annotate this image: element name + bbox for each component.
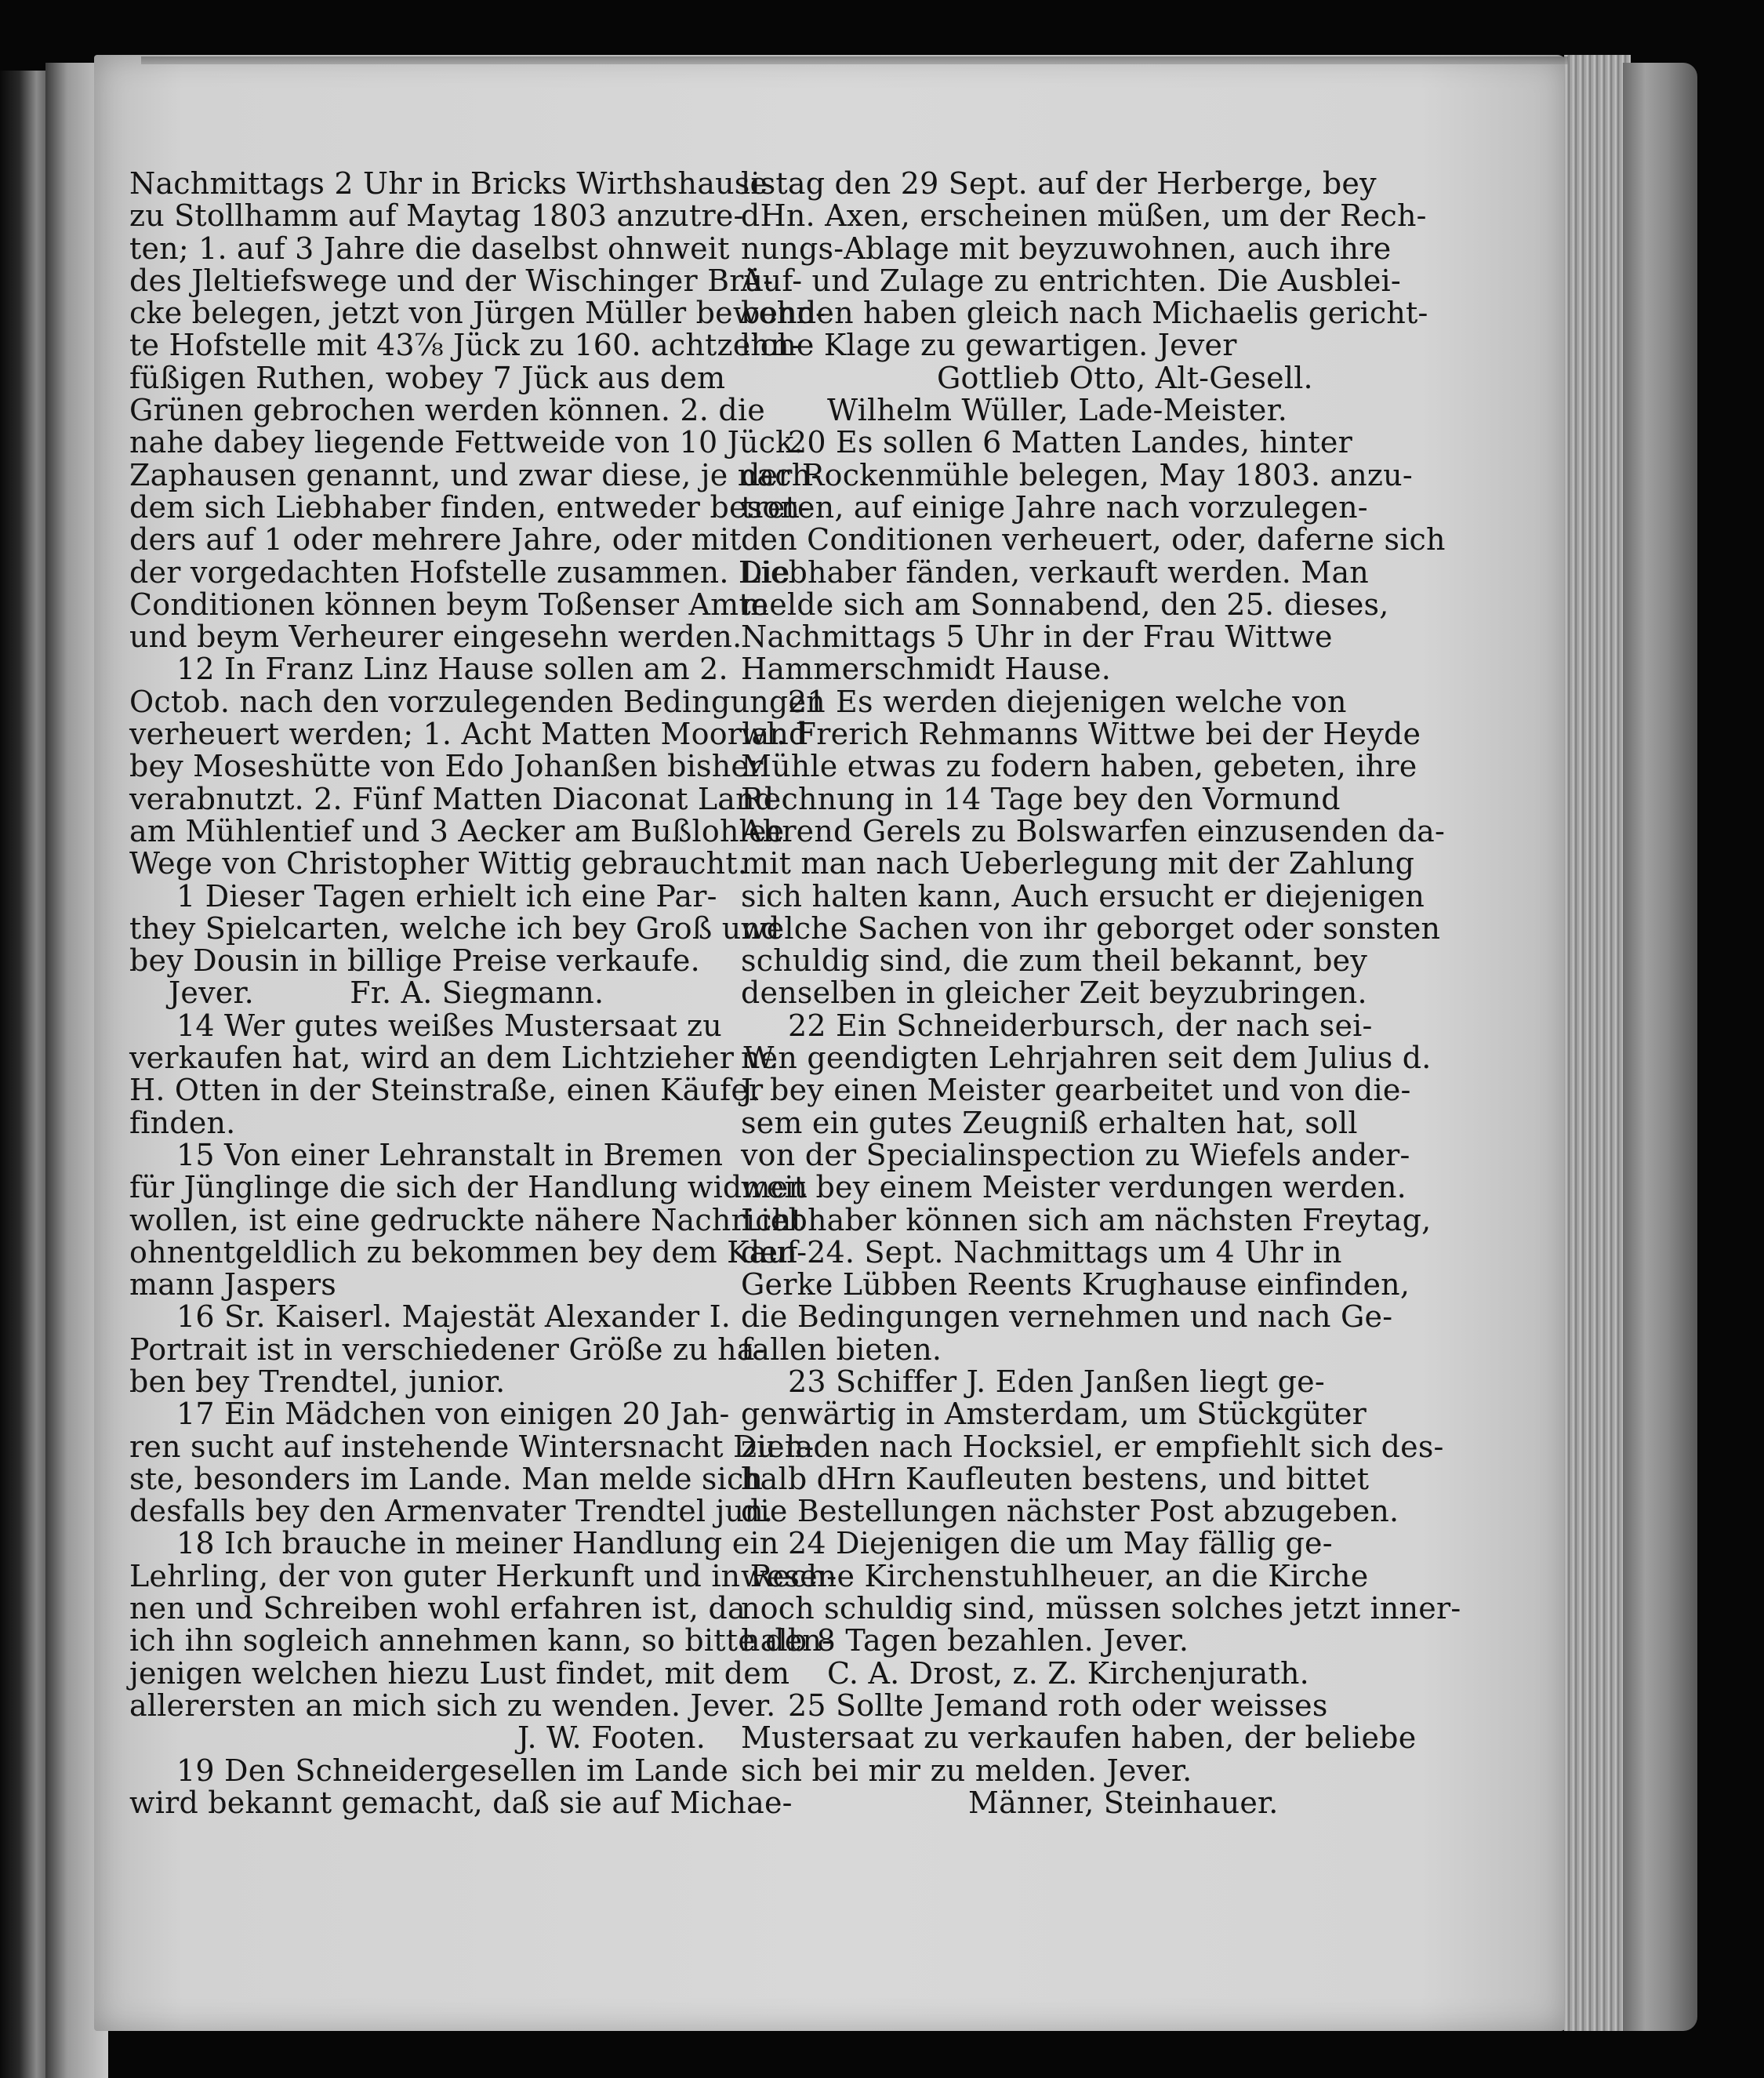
text-line: mann Jaspers [129,1267,336,1302]
text-line: wollen, ist eine gedruckte nähere Nachricht [129,1202,804,1237]
text-line: sich halten kann, Auch ersucht er diejenigen [741,878,1425,914]
text-line: nen geendigten Lehrjahren seit dem Julius d. [741,1041,1432,1076]
signature-name: Fr. A. Siegmann. [350,975,604,1011]
text-line: allerersten an mich sich zu wenden. Jever. [129,1687,776,1723]
text-line: jenigen welchen hiezu Lust findet, mit dem [129,1655,790,1691]
text-line: ders auf 1 oder mehrere Jahre, oder mit [129,522,742,558]
continued-paragraph [129,166,826,655]
signature-line [129,977,713,1009]
left-page-edge [0,71,49,2078]
text-line: für Jünglinge die sich der Handlung widmen [129,1170,808,1205]
text-line: cke belegen, jetzt von Jürgen Müller bewohn- [129,296,826,331]
text-line: am Mühlentief und 3 Aecker am Bußlohlee [129,813,785,848]
text-line: 1 Dieser Tagen erhielt ich eine Par- [176,878,717,914]
text-line: 16 Sr. Kaiserl. Majestät Alexander I. [176,1299,731,1335]
text-line: desfalls bey den Armenvater Trendtel jun. [129,1494,774,1529]
notice-14 [129,1008,779,1140]
text-line: halb 8 Tagen bezahlen. Jever. [741,1623,1189,1658]
text-line: ohnentgeldlich zu bekommen bey dem Kauf- [129,1234,808,1270]
text-line: und beym Verheurer eingesehn werden. [129,619,742,655]
text-line: 22 Ein Schneiderbursch, der nach sei- [788,1008,1373,1043]
text-line: Portrait ist in verschiedener Größe zu ha- [129,1331,765,1367]
text-line: der Rockenmühle belegen, May 1803. anzu- [741,457,1413,492]
text-line: sich bei mir zu melden. Jever. [741,1753,1192,1788]
text-line: benden haben gleich nach Michaelis gericht- [741,296,1428,331]
text-line: 12 In Franz Linz Hause sollen am 2. [176,652,728,687]
text-line: Nachmittags 2 Uhr in Bricks Wirthshause [129,166,768,201]
text-line: dHn. Axen, erscheinen müßen, um der Rech- [741,198,1427,234]
text-line: Conditionen können beym Toßenser Amte [129,587,769,622]
text-line: liche Klage zu gewartigen. Jever [741,328,1237,363]
text-line: sem ein gutes Zeugniß erhalten hat, soll [741,1105,1358,1140]
text-line: Auf- und Zulage zu entrichten. Die Ausblei- [741,263,1401,298]
continued-notice-19 [741,166,1428,428]
text-line: 25 Sollte Jemand roth oder weisses [788,1687,1328,1723]
text-line: Liebhaber fänden, verkauft werden. Man [741,554,1369,590]
text-line: die Bedingungen vernehmen und nach Ge- [741,1299,1393,1335]
text-line: Mustersaat zu verkaufen haben, der beliebe [741,1720,1417,1756]
text-line: Gerke Lübben Reents Krughause einfinden, [741,1267,1410,1302]
text-line: denselben in gleicher Zeit beyzubringen. [741,975,1367,1011]
text-line: Liebhaber können sich am nächsten Freytag, [741,1202,1432,1237]
text-line: mit man nach Ueberlegung mit der Zahlung [741,846,1415,881]
right-column [741,166,1461,1820]
text-line: die Bestellungen nächster Post abzugeben. [741,1494,1399,1529]
text-line: der vorgedachten Hofstelle zusammen. Die [129,554,790,590]
text-line: treten, auf einige Jahre nach vorzulegen- [741,489,1368,525]
text-line: Lehrling, der von guter Herkunft und in Rech- [129,1558,837,1593]
text-line: H. Otten in der Steinstraße, einen Käufer [129,1073,764,1108]
signature-name: Wilhelm Wüller, Lade-Meister. [827,393,1288,428]
notice-19 [129,1753,793,1820]
signature-name: J. W. Footen. [517,1720,706,1756]
top-border [141,56,1568,64]
text-line: Nachmittags 5 Uhr in der Frau Wittwe [741,619,1333,655]
notice-25 [741,1687,1417,1820]
text-line: fallen bieten. [741,1331,942,1367]
text-line: ten; 1. auf 3 Jahre die daselbst ohnweit [129,231,730,266]
text-line: Grünen gebrochen werden können. 2. die [129,393,765,428]
signature-name: C. A. Drost, z. Z. Kirchenjurath. [827,1655,1309,1691]
notice-16 [129,1299,765,1399]
text-line: 14 Wer gutes weißes Mustersaat zu [176,1008,722,1043]
text-line: zu laden nach Hocksiel, er empfiehlt sich des- [741,1429,1444,1464]
page-stack-edge [1564,55,1631,2031]
text-line: verkaufen hat, wird an dem Lichtzieher W. [129,1041,779,1076]
text-line: nungs-Ablage mit beyzuwohnen, auch ihre [741,231,1392,266]
text-line: 21 Es werden diejenigen welche von [788,684,1347,719]
text-line: J. bey einen Meister gearbeitet und von die- [741,1073,1411,1108]
notice-21 [741,684,1446,1011]
text-line: ren sucht auf instehende Wintersnacht Dien- [129,1429,815,1464]
text-line: Wege von Christopher Wittig gebraucht. [129,846,748,881]
text-line: Mühle etwas zu fodern haben, gebeten, ihre [741,749,1417,784]
signature-name: Gottlieb Otto, Alt-Gesell. [937,360,1313,395]
text-line: Ahrend Gerels zu Bolswarfen einzusenden da- [741,813,1446,848]
text-line: füßigen Ruthen, wobey 7 Jück aus dem [129,360,726,395]
text-line: weit bey einem Meister verdungen werden. [741,1170,1406,1205]
text-line: 19 Den Schneidergesellen im Lande [176,1753,729,1788]
text-line: welche Sachen von ihr geborget oder sonsten [741,910,1441,946]
notice-17 [129,1397,815,1529]
text-line: wl. Frerich Rehmanns Wittwe bei der Heyde [741,717,1421,752]
text-line: te Hofstelle mit 43⅞ Jück zu 160. achtzehn- [129,328,800,363]
text-line: des Jleltiefswege und der Wischinger Brü- [129,263,774,298]
text-line: noch schuldig sind, müssen solches jetzt inner- [741,1591,1461,1626]
text-line: ich ihn sogleich annehmen kann, so bitte den- [129,1623,833,1658]
notice-12 [129,652,826,881]
text-line: den Conditionen verheuert, oder, daferne sich [741,522,1446,558]
text-line: wird bekannt gemacht, daß sie auf Michae- [129,1785,793,1820]
text-line: melde sich am Sonnabend, den 25. dieses, [741,587,1389,622]
text-line: Rechnung in 14 Tage bey den Vormund [741,781,1341,816]
text-line: verheuert werden; 1. Acht Matten Moorland [129,717,808,752]
text-line: 20 Es sollen 6 Matten Landes, hinter [788,425,1352,460]
text-line: den 24. Sept. Nachmittags um 4 Uhr in [741,1234,1342,1270]
text-line: ste, besonders im Lande. Man melde sich [129,1461,764,1496]
text-line: von der Specialinspection zu Wiefels ander- [741,1137,1410,1172]
notice-13 [129,878,780,1011]
text-line: nen und Schreiben wohl erfahren ist, da [129,1591,746,1626]
text-line: bey Moseshütte von Edo Johanßen bisher [129,749,764,784]
text-line: listag den 29 Sept. auf der Herberge, bey [741,166,1377,201]
text-line: Octob. nach den vorzulegenden Bedingungen [129,684,826,719]
text-line: they Spielcarten, welche ich bey Groß und [129,910,780,946]
book-cover-edge [1623,63,1697,2031]
text-line: wesene Kirchenstuhlheuer, an die Kirche [741,1558,1369,1593]
text-line: 18 Ich brauche in meiner Handlung ein [176,1526,779,1561]
left-column [129,166,837,1820]
text-line: finden. [129,1105,236,1140]
text-line: dem sich Liebhaber finden, entweder beson- [129,489,811,525]
text-line: ben bey Trendtel, junior. [129,1364,506,1399]
text-line: zu Stollhamm auf Maytag 1803 anzutre- [129,198,744,234]
text-line: 23 Schiffer J. Eden Janßen liegt ge- [788,1364,1325,1399]
text-line: Zaphausen genannt, und zwar diese, je nach- [129,457,822,492]
notice-15 [129,1137,808,1302]
signature-place: Jever. [169,975,254,1011]
notice-23 [741,1364,1444,1529]
notice-18 [129,1526,837,1756]
text-line: schuldig sind, die zum theil bekannt, bey [741,943,1368,979]
text-line: bey Dousin in billige Preise verkaufe. [129,943,700,979]
text-line: 17 Ein Mädchen von einigen 20 Jah- [176,1397,730,1432]
notice-22 [741,1008,1432,1367]
text-line: Hammerschmidt Hause. [741,652,1111,687]
text-line: halb dHrn Kaufleuten bestens, und bittet [741,1461,1370,1496]
text-line: genwärtig in Amsterdam, um Stückgüter [741,1397,1367,1432]
notice-20 [741,425,1446,687]
text-line: 15 Von einer Lehranstalt in Bremen [176,1137,724,1172]
text-line: nahe dabey liegende Fettweide von 10 Jück. [129,425,804,460]
signature-name: Männer, Steinhauer. [968,1785,1279,1820]
text-line: verabnutzt. 2. Fünf Matten Diaconat Land [129,781,775,816]
text-line: 24 Diejenigen die um May fällig ge- [788,1526,1333,1561]
notice-24 [741,1526,1461,1691]
